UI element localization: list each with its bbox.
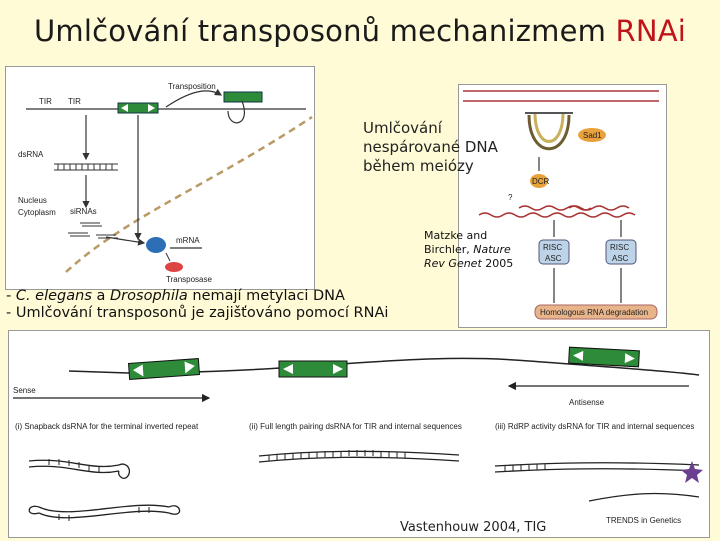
transposon-pathway-diagram <box>6 67 314 289</box>
label-risc-2: RISC <box>610 243 630 252</box>
label-dcr: DCR <box>532 177 550 186</box>
panel-1-title: (i) Snapback dsRNA for the terminal inverted repeat <box>15 422 199 431</box>
panel-1-hairpins <box>29 460 180 518</box>
label-sense: Sense <box>13 386 36 395</box>
citation-year: 2005 <box>485 257 514 270</box>
label-antisense: Antisense <box>569 398 605 407</box>
label-degradation: Homologous RNA degradation <box>540 308 649 317</box>
transposase-protein <box>165 262 183 272</box>
bullet-item-2: - Umlčování transposonů je zajišťováno pomocí RNAi <box>6 305 389 321</box>
label-risc-2-sub: ASC <box>612 254 629 263</box>
citation-author: Birchler, <box>424 243 470 256</box>
bullet-list <box>6 288 446 322</box>
label-sirnas: siRNAs <box>70 207 97 216</box>
citation-journal-1: Nature <box>473 243 511 256</box>
label-tir-right: TIR <box>68 97 81 106</box>
label-risc-1-sub: ASC <box>545 254 562 263</box>
label-transposase: Transposase <box>166 275 212 284</box>
citation-journal-2: Rev Genet <box>424 257 482 270</box>
panel-2-title: (ii) Full length pairing dsRNA for TIR and internal sequences <box>249 422 462 431</box>
citation-matzke <box>424 229 524 271</box>
label-tir-left: TIR <box>39 97 52 106</box>
meiosis-caption <box>363 119 523 176</box>
page-title: Umlčování transposonů mechanizmem RNAi <box>33 14 687 48</box>
meiosis-line-2: nespárované DNA <box>363 138 498 156</box>
risc-complex <box>146 237 166 253</box>
label-source: TRENDS in Genetics <box>606 516 682 525</box>
label-transposition: Transposition <box>168 82 216 91</box>
dsrna-ladder <box>54 164 118 170</box>
panel-3-rdrp <box>495 463 699 501</box>
meiosis-line-3: během meiózy <box>363 157 474 175</box>
bullet-item-1: - C. elegans a Drosophila nemají metylaci DNA <box>6 288 345 304</box>
label-cytoplasm: Cytoplasm <box>18 208 56 217</box>
panel-3-title: (iii) RdRP activity dsRNA for TIR and internal sequences <box>495 422 695 431</box>
label-risc-1: RISC <box>543 243 563 252</box>
label-sad1: Sad1 <box>583 131 602 140</box>
label-mrna: mRNA <box>176 236 200 245</box>
figure-transposon-pathway <box>5 66 315 290</box>
label-dsrna: dsRNA <box>18 150 44 159</box>
citation-vastenhouw: Vastenhouw 2004, TIG <box>400 520 547 535</box>
citation-line-1: Matzke and <box>424 229 488 242</box>
sirna-wave-2 <box>479 213 635 217</box>
panel-2-duplex <box>259 451 459 462</box>
figure-vastenhouw <box>8 330 710 538</box>
transposed-element <box>224 92 262 102</box>
label-question: ? <box>508 193 513 202</box>
sirna-fragments <box>68 223 118 238</box>
meiosis-line-1: Umlčování <box>363 119 442 137</box>
dsrna-formation-diagram <box>9 331 709 537</box>
nuclear-membrane <box>66 117 312 272</box>
label-nucleus: Nucleus <box>18 196 47 205</box>
title-highlight: RNAi <box>615 14 687 48</box>
